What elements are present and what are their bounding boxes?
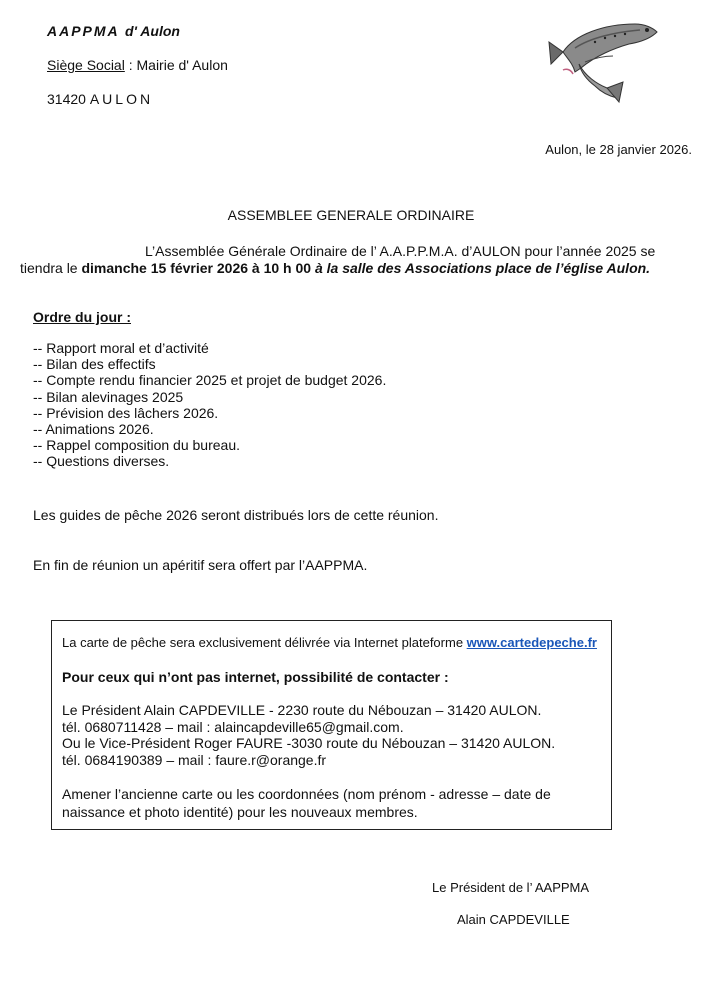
agenda-heading: Ordre du jour : — [33, 309, 131, 325]
guides-notice: Les guides de pêche 2026 seront distribués lors de cette réunion. — [33, 507, 439, 523]
agenda-item: -- Rappel composition du bureau. — [33, 437, 241, 454]
letter-date: Aulon, le 28 janvier 2026. — [545, 142, 692, 157]
agenda-item: -- Rapport moral et d’activité — [33, 340, 209, 356]
fish-icon — [545, 12, 660, 107]
city-name: AULON — [89, 91, 154, 107]
intro-line-2-start: tiendra le — [20, 260, 82, 276]
president-contact: Le Président Alain CAPDEVILLE - 2230 route du Nébouzan – 31420 AULON. — [62, 702, 542, 718]
organization-name — [47, 22, 180, 40]
agenda-item: -- Compte rendu financier 2025 et projet de budget 2026. — [33, 372, 387, 389]
org-name-acronym: AAPPMA — [47, 23, 120, 39]
contact-heading: Pour ceux qui n’ont pas internet, possibilité de contacter : — [62, 669, 449, 685]
fishing-card-line — [62, 635, 597, 650]
cartedepeche-link[interactable]: www.cartedepeche.fr — [466, 635, 597, 650]
document-title: ASSEMBLEE GENERALE ORDINAIRE — [227, 207, 475, 223]
fishing-card-info-box — [51, 620, 612, 830]
fishing-card-text: La carte de pêche sera exclusivement délivrée via Internet plateforme — [62, 635, 467, 650]
siege-social-line — [47, 56, 228, 74]
postal-address — [47, 90, 153, 108]
agenda-item: -- Animations 2026. — [33, 421, 154, 438]
postal-code: 31420 — [47, 91, 86, 107]
signature-role: Le Président de l’ AAPPMA — [432, 880, 590, 895]
agenda-item: -- Bilan des effectifs — [33, 356, 156, 373]
reminder-block — [62, 785, 551, 821]
agenda-list — [33, 340, 386, 470]
president-phone-mail: tél. 0680711428 – mail : alaincapdeville65@gmail.com. — [62, 718, 404, 735]
agenda-item: -- Prévision des lâchers 2026. — [33, 404, 219, 421]
reminder-line-2: naissance et photo identité) pour les nouveaux membres. — [62, 804, 418, 820]
intro-line-2 — [20, 259, 650, 277]
reminder-line-1: Amener l’ancienne carte ou les coordonnées (nom prénom - adresse – date de — [62, 786, 551, 802]
meeting-location: à la salle des Associations place de l’église Aulon. — [314, 260, 651, 276]
agenda-item: -- Bilan alevinages 2025 — [33, 388, 184, 405]
vice-president-contact: Ou le Vice-Président Roger FAURE -3030 route du Nébouzan – 31420 AULON. — [62, 735, 556, 751]
siege-value: : Mairie d' Aulon — [124, 57, 228, 73]
meeting-datetime: dimanche 15 février 2026 à 10 h 00 — [81, 260, 315, 276]
intro-line-1: L’Assemblée Générale Ordinaire de l’ A.A.P.P.M.A. d’AULON pour l’année 2025 se — [145, 243, 656, 259]
org-name-place: d' Aulon — [125, 23, 180, 39]
contact-block — [62, 702, 555, 768]
agenda-item: -- Questions diverses. — [33, 453, 170, 470]
signature-name: Alain CAPDEVILLE — [457, 912, 570, 927]
siege-label: Siège Social — [47, 57, 125, 73]
vice-president-phone-mail: tél. 0684190389 – mail : faure.r@orange.fr — [62, 751, 327, 768]
aperitif-notice: En fin de réunion un apéritif sera offert par l’AAPPMA. — [33, 557, 368, 573]
